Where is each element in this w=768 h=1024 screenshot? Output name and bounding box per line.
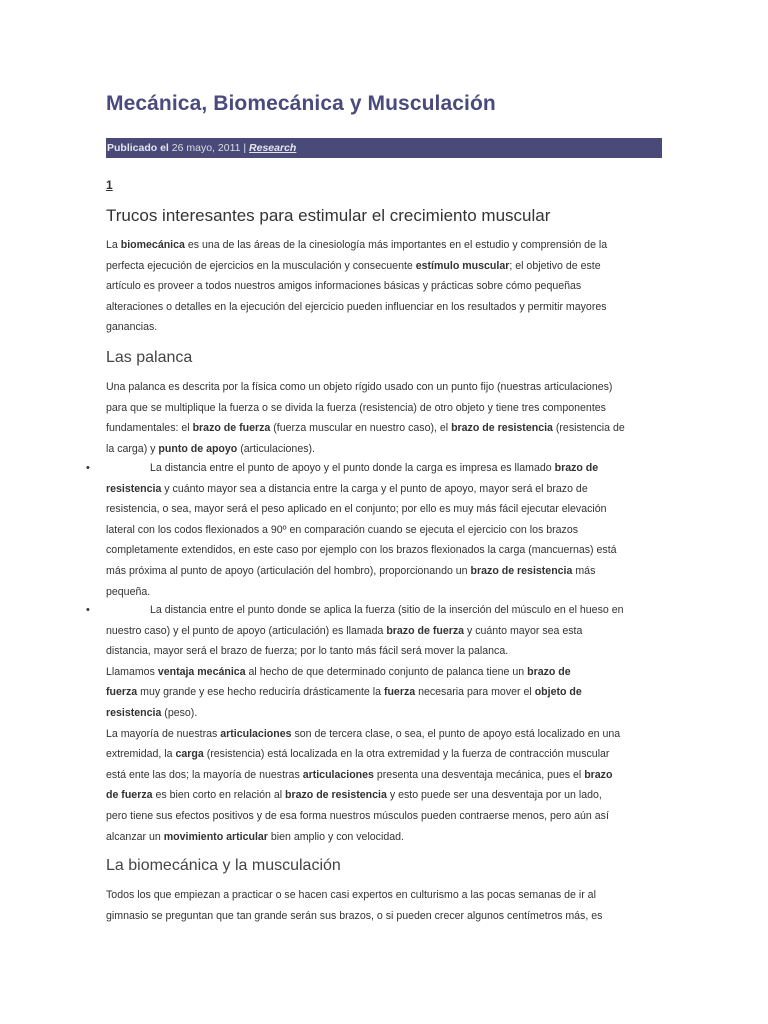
bold-term: fuerza <box>383 686 416 699</box>
bold-term: resistencia <box>106 482 162 495</box>
bullet-item <box>86 600 662 847</box>
bullet-item <box>86 458 662 602</box>
bold-term: brazo de resistencia <box>285 789 387 802</box>
post-date: 26 mayo, 2011 | <box>171 142 247 154</box>
bold-term: objeto de <box>534 686 582 699</box>
bold-term: de fuerza <box>106 789 153 802</box>
section-title-palanca: Las palanca <box>106 349 193 366</box>
bold-term: estímulo muscular <box>415 259 510 272</box>
bold-term: fuerza <box>106 686 138 699</box>
bold-term: movimiento articular <box>163 830 268 843</box>
bold-term: brazo de fuerza <box>386 624 465 637</box>
palanca-paragraph: Una palanca es descrita por la física como un objeto rígido usado con un punto fijo (nuestras articulaciones) para que se multiplique la fuerza o se divida la fuerza (resistencia) de otro objeto y tiene tres componentes fundamentales: el brazo de fuerza (fuerza muscular en nuestro caso), el brazo de resistencia (resistencia de la carga) y punto de apoyo (articulaciones). <box>106 381 625 455</box>
category-link[interactable]: Research <box>249 142 297 154</box>
article-title: Mecánica, Biomecánica y Musculación <box>106 92 496 115</box>
bold-term: carga <box>175 748 204 761</box>
bold-term: brazo de fuerza <box>192 422 271 435</box>
bold-term: articulaciones <box>302 768 374 781</box>
bold-term: brazo de <box>527 665 571 678</box>
bullet-text: La distancia entre el punto donde se aplica la fuerza (sitio de la inserción del músculo en el hueso en nuestro caso) y el punto de apoyo (articulación) es llamada brazo de fuerza y cuánto mayor sea esta distancia, mayor será el brazo de fuerza; por lo tanto más fácil será mover la palanca. Llamamos ventaja mecánica al hecho de que determinado conjunto de palanca tiene un brazo de fuerza muy grande y ese hecho reduciría drásticamente la fuerza necesaria para mover el objeto de resistencia (peso). La mayoría de nuestras articulaciones son de tercera clase, o sea, el punto de apoyo está localizado en una extremidad, la carga (resistencia) está localizada en la otra extremidad y la fuerza de contracción muscular está ente las dos; la mayoría de nuestras articulaciones presenta una desventaja mecánica, pues el brazo de fuerza es bien corto en relación al brazo de resistencia y esto puede ser una desventaja por un lado, pero tiene sus efectos positivos y de esa forma nuestros músculos pueden contraerse menos, pero aún así alcanzar un movimiento articular bien amplio y con velocidad. <box>106 604 624 843</box>
bold-term: brazo de resistencia <box>451 422 553 435</box>
post-meta-bar <box>106 138 662 158</box>
published-label: Publicado el <box>107 142 169 154</box>
bold-term: brazo <box>584 768 613 781</box>
bold-term: ventaja mecánica <box>157 665 246 678</box>
bold-term: brazo de <box>554 462 599 474</box>
bold-term: resistencia <box>106 706 162 719</box>
bold-term: articulaciones <box>220 727 292 740</box>
intro-paragraph: La biomecánica es una de las áreas de la cinesiología más importantes en el estudio y comprensión de la perfecta ejecución de ejercicios en la musculación y consecuente estímulo muscular; el objetivo de este artículo es proveer a todos nuestros amigos informaciones básicas y prácticas sobre cómo pequeñas alteraciones o detalles en la ejecución del ejercicio pueden influenciar en los resultados y permitir mayores ganancias. <box>106 239 608 334</box>
section-title-biomecanica: La biomecánica y la musculación <box>106 857 341 874</box>
page-number-link[interactable]: 1 <box>106 178 113 192</box>
bold-term: punto de apoyo <box>158 442 238 455</box>
article-heading: Trucos interesantes para estimular el crecimiento muscular <box>106 206 551 225</box>
bullet-dot: • <box>86 604 90 616</box>
biomecanica-paragraph: Todos los que empiezan a practicar o se hacen casi expertos en culturismo a las pocas semanas de ir al gimnasio se preguntan que tan grande serán sus brazos, o si pueden crecer algunos centímetros más, es <box>106 889 603 922</box>
bullet-dot: • <box>86 462 90 474</box>
bullet-text: La distancia entre el punto de apoyo y el punto donde la carga es impresa es llamado brazo de resistencia y cuánto mayor sea a distancia entre la carga y el punto de apoyo, mayor será el brazo de resistencia, o sea, mayor será el peso aplicado en el conjunto; por ello es muy más fácil ejecutar elevación lateral con los codos flexionados a 90º en comparación cuando se ejecuta el ejercicio con los brazos completamente extendidos, en este caso por ejemplo con los brazos flexionados la carga (mancuernas) está más próxima al punto de apoyo (articulación del hombro), proporcionando un brazo de resistencia más pequeña. <box>106 462 617 598</box>
bold-term: biomecánica <box>120 239 185 251</box>
bold-term: brazo de resistencia <box>470 564 573 577</box>
